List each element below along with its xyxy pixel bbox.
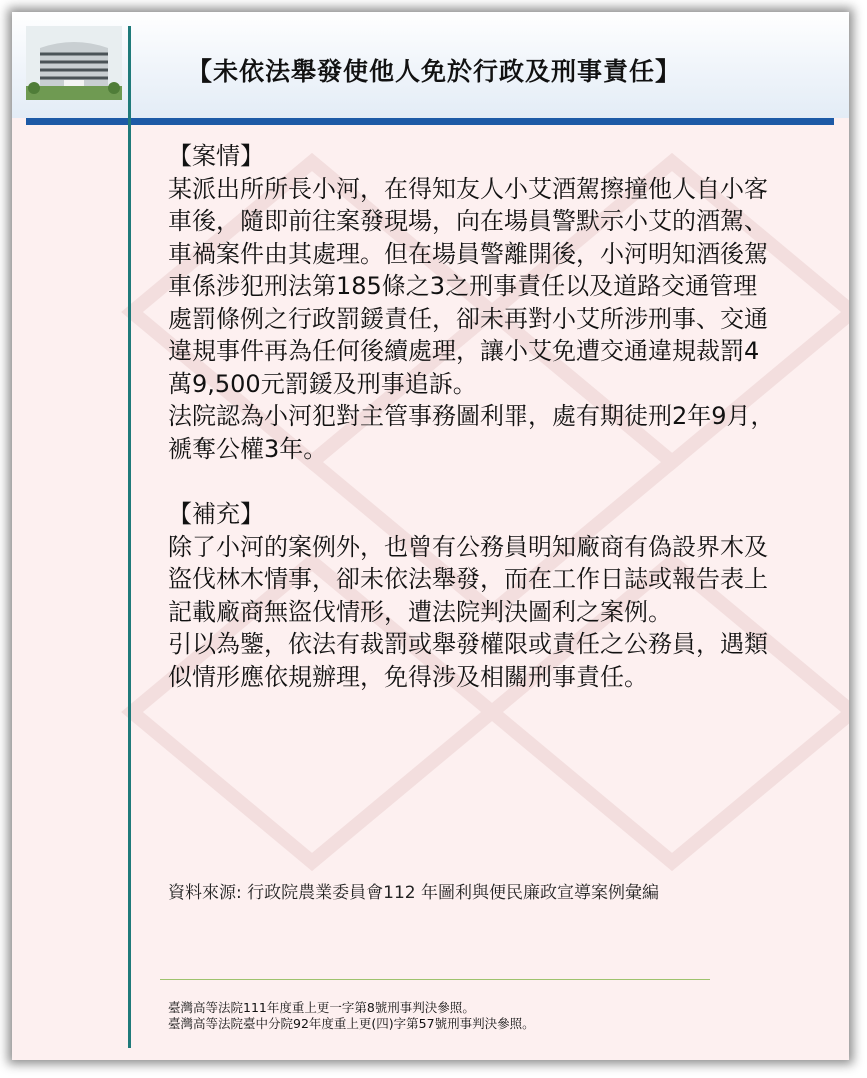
- case-verdict: 法院認為小河犯對主管事務圖利罪，處有期徒刑2年9月，褫奪公權3年。: [168, 402, 775, 463]
- case-paragraph: 某派出所所長小河，在得知友人小艾酒駕擦撞他人自小客車後，隨即前往案發現場，向在場員警默示小艾的酒駕、車禍案件由其處理。但在場員警離開後，小河明知酒後駕車係涉犯刑法第185條之3之刑事責任以及道路交通管理處罰條例之行政罰鍰責任，卻未再對小艾所涉刑事、交通違規事件再為任何後續處理，讓小艾免遭交通違規裁罰4萬9,500元罰鍰及刑事追訴。: [168, 174, 768, 398]
- header-divider: [26, 118, 834, 125]
- footnote: 臺灣高等法院111年度重上更一字第8號刑事判決參照。: [168, 1000, 475, 1015]
- footnote: 臺灣高等法院臺中分院92年度重上更(四)字第57號刑事判決參照。: [168, 1016, 535, 1031]
- main-content: [168, 140, 778, 693]
- page-title: 【未依法舉發使他人免於行政及刑事責任】: [187, 57, 682, 86]
- source-citation: 資料來源: 行政院農業委員會112 年圖利與便民廉政宣導案例彙編: [168, 883, 659, 903]
- supplement-heading: 【補充】: [168, 500, 264, 528]
- vertical-divider: [128, 26, 131, 1048]
- supplement-advice: 引以為鑒，依法有裁罰或舉發權限或責任之公務員，遇類似情形應依規辦理，免得涉及相關刑事責任。: [168, 630, 768, 691]
- case-heading: 【案情】: [168, 142, 264, 170]
- footnotes: [168, 1000, 808, 1032]
- supplement-paragraph: 除了小河的案例外，也曾有公務員明知廠商有偽設界木及盜伐林木情事，卻未依法舉發，而在工作日誌或報告表上記載廠商無盜伐情形，遭法院判決圖利之案例。: [168, 532, 768, 626]
- slide: [12, 12, 849, 1060]
- building-logo-icon: [26, 26, 122, 100]
- footer-divider: [160, 979, 710, 980]
